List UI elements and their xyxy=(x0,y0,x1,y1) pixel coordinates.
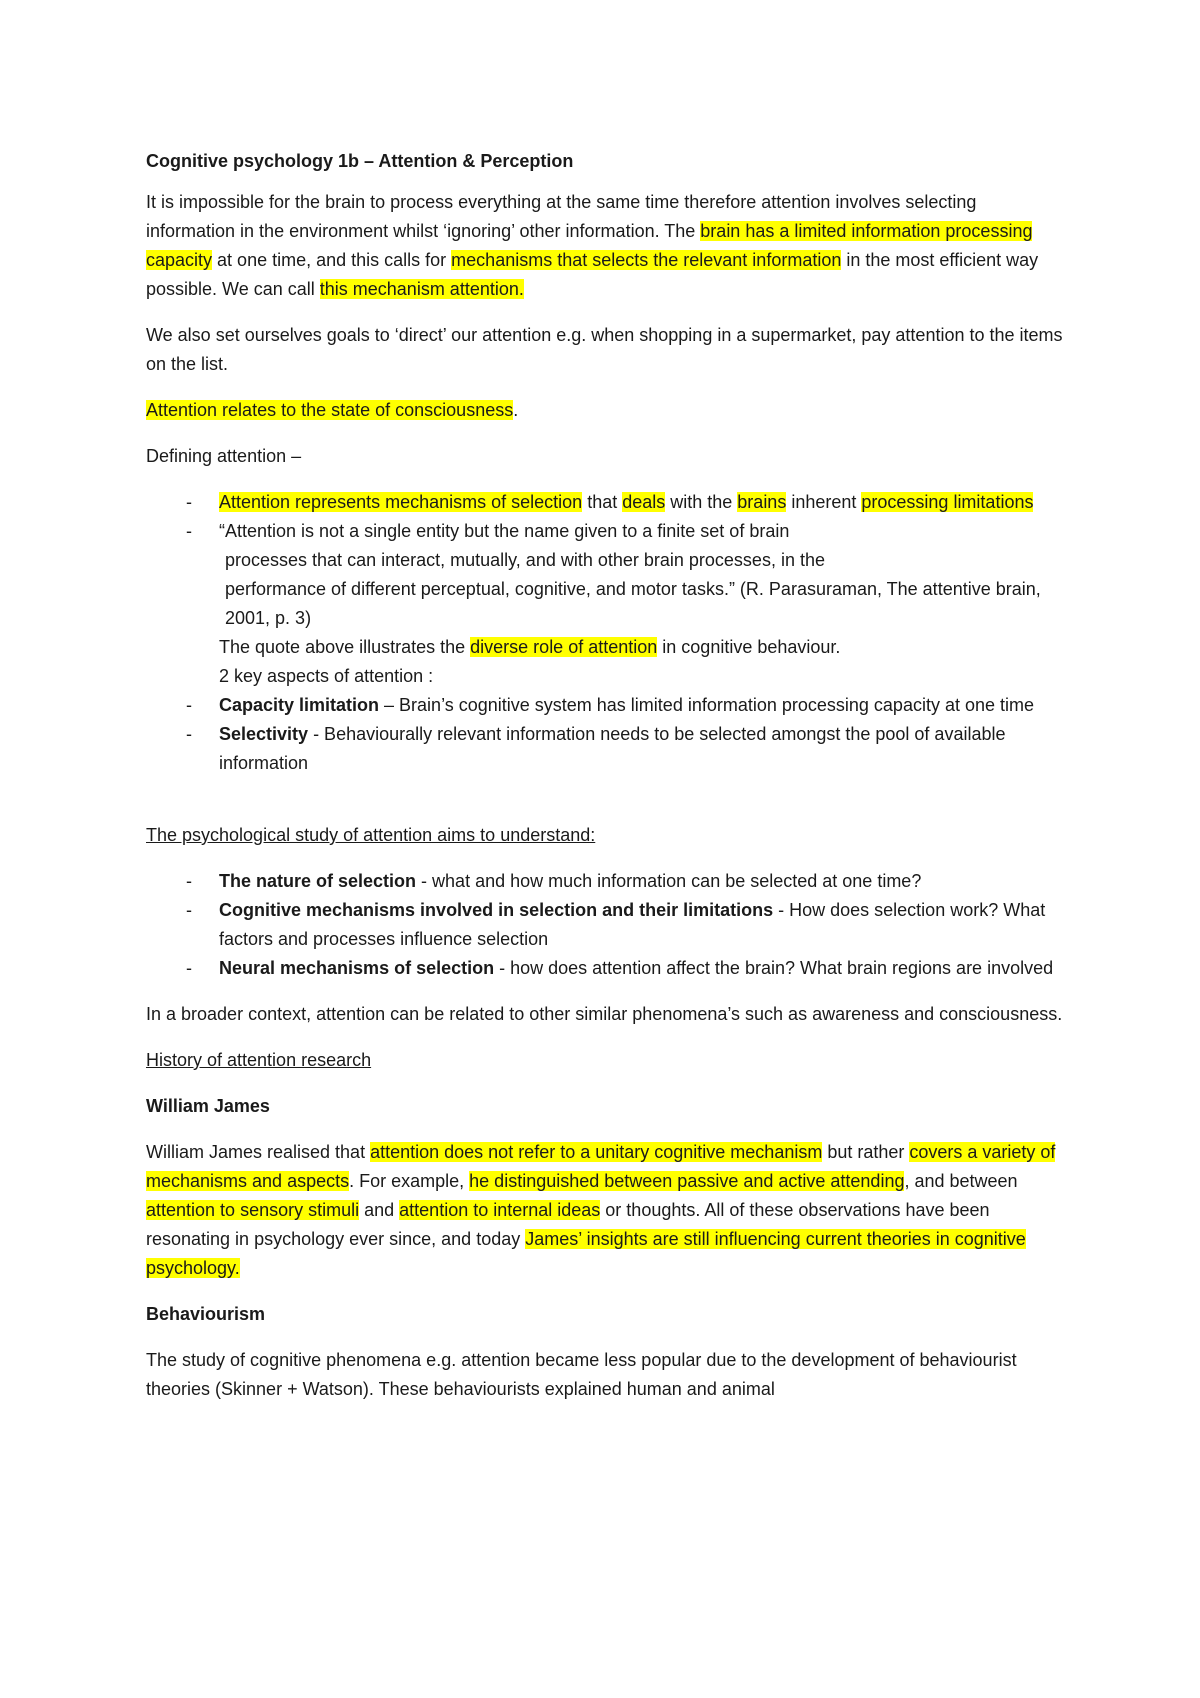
document-body xyxy=(146,147,1066,1421)
intro-paragraph: It is impossible for the brain to process everything at the same time therefore attention involves selecting information in the environment whilst ‘ignoring’ other information. The brain has a limited information processing capacity at one time, and this calls for mechanisms that selects the relevant information in the most efficient way possible. We can call this mechanism attention. xyxy=(146,192,1039,299)
behaviourism-paragraph: The study of cognitive phenomena e.g. attention became less popular due to the development of behaviourist theories (Skinner + Watson). These behaviourists explained human and animal xyxy=(146,1350,1017,1399)
highlight: attention does not refer to a unitary cognitive mechanism xyxy=(370,1142,823,1162)
highlight: brains xyxy=(737,492,787,512)
consciousness-paragraph: Attention relates to the state of consciousness. xyxy=(146,400,519,420)
william-james-heading: William James xyxy=(146,1096,270,1116)
list-item-quote xyxy=(146,517,1066,546)
list-item: - The nature of selection - what and how much information can be selected at one time? xyxy=(146,867,1066,896)
key-aspects-label: 2 key aspects of attention : xyxy=(219,666,434,686)
highlight: attention to sensory stimuli xyxy=(146,1200,360,1220)
broader-context-paragraph: In a broader context, attention can be related to other similar phenomena’s such as awareness and consciousness. xyxy=(146,1004,1063,1024)
highlight: brain has a limited information processing capacity xyxy=(146,221,1033,270)
quote-line: processes that can interact, mutually, and with other brain processes, in the xyxy=(225,550,825,570)
study-list xyxy=(146,867,1066,983)
defining-attention-label: Defining attention – xyxy=(146,446,302,466)
definition-list xyxy=(146,488,1066,546)
quote-line: performance of different perceptual, cognitive, and motor tasks.” (R. Parasuraman, The attentive brain, 2001, p. 3) xyxy=(225,579,1041,628)
highlight: processing limitations xyxy=(861,492,1034,512)
list-item: - Cognitive mechanisms involved in selection and their limitations - How does selection work? What factors and processes influence selection xyxy=(146,896,1066,954)
spacer xyxy=(146,795,1066,821)
william-james-paragraph: William James realised that attention does not refer to a unitary cognitive mechanism but rather covers a variety of mechanisms and aspects. For example, he distinguished between passive and active attending, and between attention to sensory stimuli and attention to internal ideas or thoughts. All of these observations have been resonating in psychology ever since, and today James’ insights are still influencing current theories in cognitive psychology. xyxy=(146,1142,1056,1278)
list-item: - Neural mechanisms of selection - how does attention affect the brain? What brain regions are involved xyxy=(146,954,1066,983)
highlight: attention to internal ideas xyxy=(399,1200,601,1220)
highlight: covers a variety of mechanisms and aspects xyxy=(146,1142,1056,1191)
highlight: Attention represents mechanisms of selection xyxy=(219,492,583,512)
document-title: Cognitive psychology 1b – Attention & Perception xyxy=(146,151,574,171)
highlight: Attention relates to the state of consciousness xyxy=(146,400,514,420)
list-item: - Selectivity - Behaviourally relevant information needs to be selected amongst the pool of available information xyxy=(146,720,1066,778)
key-aspects-list xyxy=(146,691,1066,778)
history-heading: History of attention research xyxy=(146,1050,372,1070)
list-item: - Attention represents mechanisms of selection that deals with the brains inherent processing limitations xyxy=(146,488,1066,517)
quote-line: “Attention is not a single entity but the name given to a finite set of brain xyxy=(219,521,790,541)
list-item: - Capacity limitation – Brain’s cognitive system has limited information processing capacity at one time xyxy=(146,691,1066,720)
study-heading: The psychological study of attention aims to understand: xyxy=(146,825,596,845)
highlight: this mechanism attention. xyxy=(319,279,524,299)
behaviourism-heading: Behaviourism xyxy=(146,1304,266,1324)
highlight: he distinguished between passive and active attending xyxy=(469,1171,905,1191)
highlight: James’ insights are still influencing current theories in cognitive psychology. xyxy=(146,1229,1026,1278)
quote-commentary: The quote above illustrates the diverse role of attention in cognitive behaviour. xyxy=(219,637,841,657)
highlight: deals xyxy=(622,492,666,512)
goals-paragraph: We also set ourselves goals to ‘direct’ our attention e.g. when shopping in a supermarket, pay attention to the items on the list. xyxy=(146,325,1063,374)
quote-continuation xyxy=(146,546,1066,691)
highlight: mechanisms that selects the relevant information xyxy=(451,250,842,270)
highlight: diverse role of attention xyxy=(470,637,658,657)
